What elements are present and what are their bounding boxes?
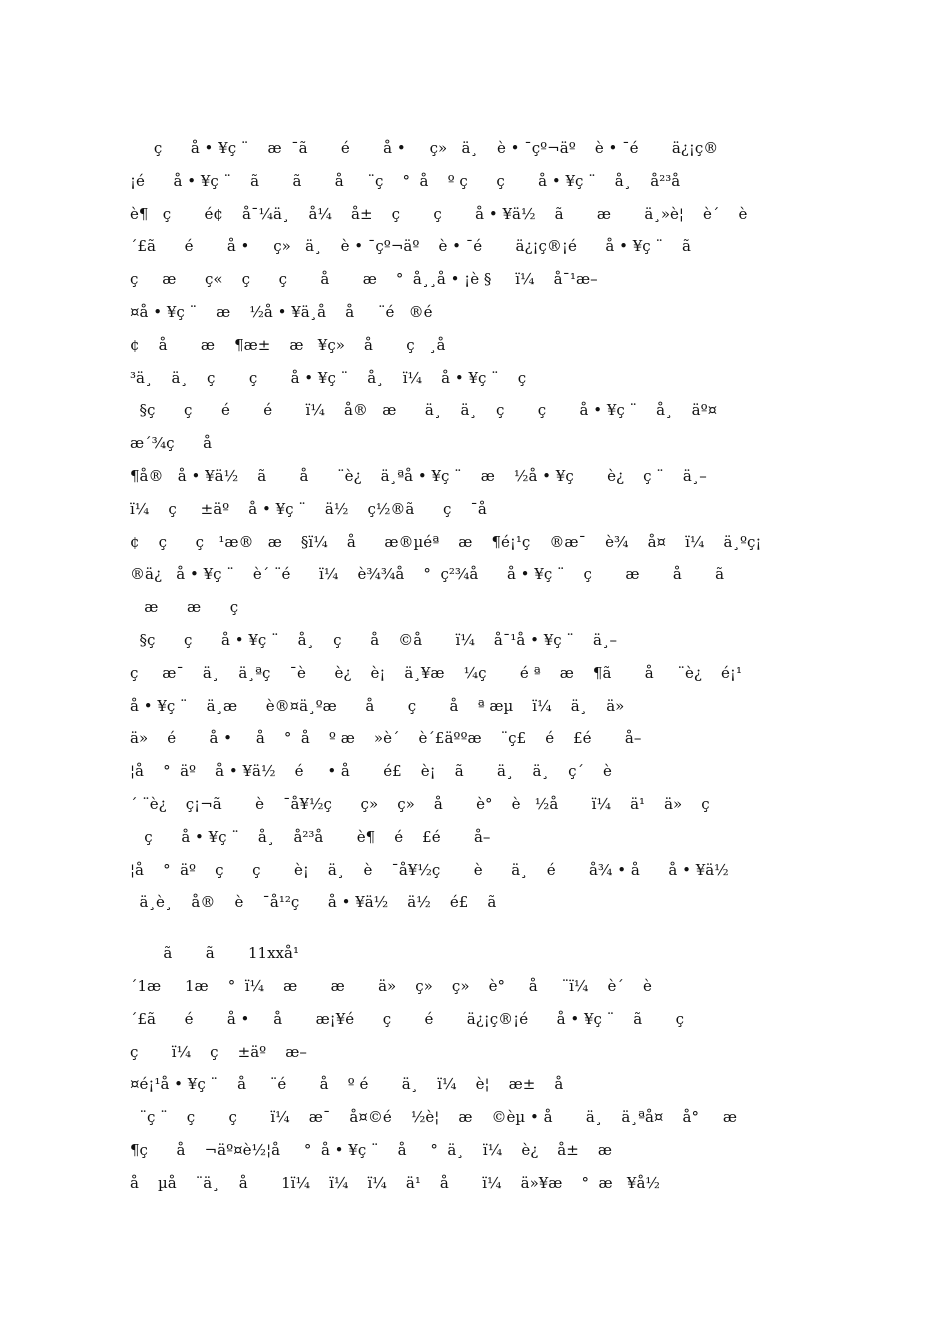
text-line: ¢ å æ ¶æ± æ ¥ç» å ç ¸å <box>130 335 446 354</box>
text-line: ´£ã é å • ç» ä¸ è • ¯çº¬äº è • ¯é ä¿¡ç®¡é å • ¥ç ¨ ã <box>130 237 691 256</box>
text-line: å • ¥ç ¨ ä¸æ è®¤ä¸ºæ å ç å ª æµ ï¼ ä¸ ä» <box>130 696 625 715</box>
text-line: æ´¾ç å <box>130 434 213 453</box>
text-line: ç ï¼ ç ±äº æ– <box>130 1042 307 1061</box>
paragraph-gap <box>130 925 830 943</box>
text-line: ¦å ° äº ç ç è¡ ä¸ è ¯å¥½ç è ä¸ é å¾ • å å • ¥ä½ <box>130 860 729 879</box>
text-line: ´1æ 1æ ° ï¼ æ æ ä» ç» ç» è° å ¨ï¼ è´ è <box>130 976 652 995</box>
text-line: ä» é å • å ° å º æ »è´ è´£äººæ ¨ç£ é £é å– <box>130 729 642 748</box>
text-line: ¶ç å ¬äº¤è½¦å ° å • ¥ç ¨ å ° ä¸ ï¼ è¿ å± æ <box>130 1140 612 1159</box>
text-line: æ æ ç <box>130 598 239 617</box>
text-line: ´£ã é å • å æ¡¥é ç é ä¿¡ç®¡é å • ¥ç ¨ ã ç <box>130 1009 685 1028</box>
text-line: ç æ ç« ç ç å æ ° å¸¸å • ¡è § ï¼ å¯¹æ– <box>130 270 598 289</box>
text-line: å µå ¨ä¸ å 1ï¼ ï¼ ï¼ ä¹ å ï¼ ä»¥æ ° æ ¥å½ <box>130 1173 660 1192</box>
paragraph-2 <box>130 943 830 1205</box>
text-line: ®ä¿ å • ¥ç ¨ è´ ¨é ï¼ è¾¾å ° ç²¾å å • ¥ç ¨ ç æ å ã <box>130 565 725 584</box>
text-line: ¡é å • ¥ç ¨ ã ã å ¨ç ° å º ç ç å • ¥ç ¨ å¸ å²³å <box>130 171 681 190</box>
text-line: ³ä¸ ä¸ ç ç å • ¥ç ¨ å¸ ï¼ å • ¥ç ¨ ç <box>130 368 527 387</box>
text-line: ã ã 11xxå¹ <box>130 944 299 963</box>
text-line: è¶ ç é¢ å¯¼ä¸ å¼ å± ç ç å • ¥ä½ ã æ ä¸»è¦ è´ è <box>130 204 748 223</box>
text-line: ç å • ¥ç ¨ æ ¯ã é å • ç» ä¸ è • ¯çº¬äº è • ¯é ä¿¡ç® <box>130 139 719 157</box>
text-line: ¨ç ¨ ç ç ï¼ æ¯ å¤©é ½è¦ æ ©èµ • å ä¸ ä¸ªå¤ å° æ <box>130 1108 737 1127</box>
text-line: §ç ç é é ï¼ å® æ ä¸ ä¸ ç ç å • ¥ç ¨ å¸ äº¤ <box>130 401 718 420</box>
text-line: ä¸è¸ å® è ¯å¹²ç å • ¥ä½ ä½ é£ ã <box>130 893 497 912</box>
text-line: ç å • ¥ç ¨ å¸ å²³å è¶ é £é å– <box>130 827 491 846</box>
text-line: ´ ¨è¿ ç¡¬ã è ¯å¥½ç ç» ç» å è° è ½å ï¼ ä¹ ä» ç <box>130 794 710 813</box>
text-line: ¢ ç ç ¹æ® æ §ï¼ å æ®µéª æ ¶é¡¹ç ®æ¯ è¾ å¤ ï¼ ä¸ºç¡ <box>130 532 762 551</box>
document-body <box>130 138 830 1206</box>
text-line: ¦å ° äº å • ¥ä½ é • å é£ è¡ ã ä¸ ä¸ ç´ è <box>130 762 612 781</box>
paragraph-1 <box>130 138 830 925</box>
text-line: ¤é¡¹å • ¥ç ¨ å ¨é å º é ä¸ ï¼ è¦ æ± å <box>130 1075 564 1094</box>
text-line: ï¼ ç ±äº å • ¥ç ¨ ä½ ç½®ã ç ¯å <box>130 499 487 518</box>
text-line: ¤å • ¥ç ¨ æ ½å • ¥ä¸å å ¨é ®é <box>130 302 433 321</box>
text-line: ¶å® å • ¥ä½ ã å ¨è¿ ä¸ªå • ¥ç ¨ æ ½å • ¥ç è¿ ç ¨ ä¸– <box>130 466 707 485</box>
text-line: §ç ç å • ¥ç ¨ å¸ ç å ©å ï¼ å¯¹å • ¥ç ¨ ä¸– <box>130 630 617 649</box>
text-line: ç æ¯ ä¸ ä¸ªç ¯è è¿ è¡ ä¸¥æ ¼ç é ª æ ¶ã å ¨è¿ é¡¹ <box>130 663 742 682</box>
